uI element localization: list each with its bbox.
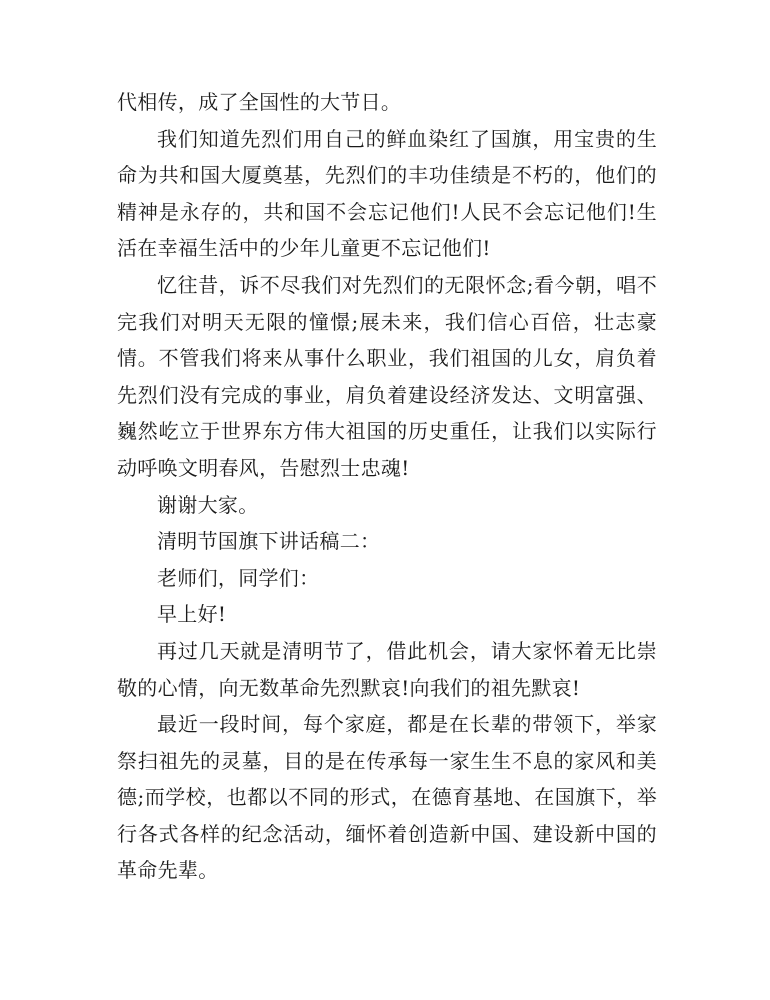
- paragraph-3: 忆往昔，诉不尽我们对先烈们的无限怀念;看今朝，唱不完我们对明天无限的憧憬;展未来，我们信心百倍，壮志豪情。不管我们将来从事什么职业，我们祖国的儿女，肩负着先烈们没有完成的事业，肩负着建设经济发达、文明富强、巍然屹立于世界东方伟大祖国的历史重任，让我们以实际行动呼唤文明春风，告慰烈士忠魂!: [117, 272, 657, 480]
- paragraph-5-heading: 清明节国旗下讲话稿二：: [157, 529, 381, 554]
- paragraph-4: 谢谢大家。: [157, 492, 259, 517]
- paragraph-1: 代相传，成了全国性的大节日。: [117, 90, 402, 114]
- paragraph-6-salutation: 老师们，同学们：: [157, 565, 320, 590]
- paragraph-2: 我们知道先烈们用自己的鲜血染红了国旗，用宝贵的生命为共和国大厦奠基，先烈们的丰功佳绩是不朽的，他们的精神是永存的，共和国不会忘记他们!人民不会忘记他们!生活在幸福生活中的少年儿童更不忘记他们!: [117, 126, 657, 261]
- paragraph-8: 再过几天就是清明节了，借此机会，请大家怀着无比崇敬的心情，向无数革命先烈默哀!向我们的祖先默哀!: [117, 638, 657, 700]
- document-body: [117, 84, 657, 889]
- paragraph-7-greeting: 早上好!: [157, 602, 227, 627]
- paragraph-9: 最近一段时间，每个家庭，都是在长辈的带领下，举家祭扫祖先的灵墓，目的是在传承每一家生生不息的家风和美德;而学校，也都以不同的形式，在德育基地、在国旗下，举行各式各样的纪念活动，缅怀着创造新中国、建设新中国的革命先辈。: [117, 712, 657, 883]
